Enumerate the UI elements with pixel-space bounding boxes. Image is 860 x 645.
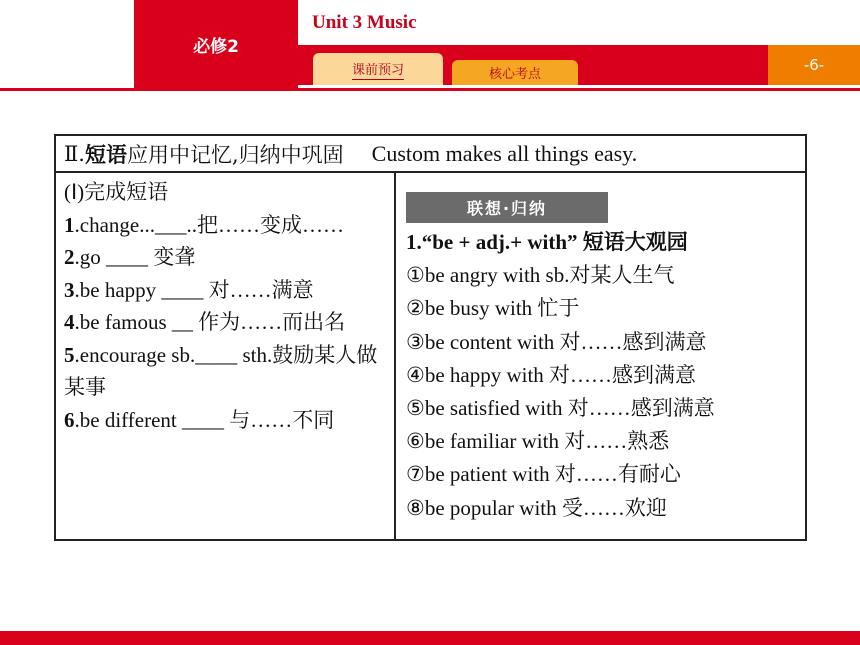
header-divider [0, 88, 860, 91]
right-column [406, 226, 801, 525]
phrase-example: ⑥be familiar with 对……熟悉 [406, 429, 670, 454]
table-header-title: 应用中记忆,归纳中巩固 [126, 142, 344, 167]
book-label-text: 必修2 [193, 36, 239, 57]
phrase-item: 4.be famous __ 作为……而出名 [64, 310, 346, 334]
phrase-item: 2.go ____ 变聋 [64, 245, 196, 269]
summary-badge: 联想·归纳 [406, 192, 608, 223]
table-header [56, 136, 805, 173]
left-column [64, 176, 386, 436]
phrase-item: 6.be different ____ 与……不同 [64, 407, 335, 432]
phrase-example: ②be busy with 忙于 [406, 296, 580, 321]
footer-bar [0, 631, 860, 645]
table-header-motto: Custom makes all things easy. [371, 140, 638, 166]
phrase-table [54, 134, 807, 541]
phrase-example: ③be content with 对……感到满意 [406, 329, 707, 354]
tab-preview-label: 课前预习 [352, 59, 404, 80]
unit-title: Unit 3 Music [312, 12, 417, 33]
tab-preview[interactable] [313, 53, 443, 85]
right-heading: 1.“be + adj.+ with” 短语大观园 [406, 230, 688, 254]
phrase-item: 3.be happy ____ 对……满意 [64, 277, 314, 302]
phrase-example: ①be angry with sb.对某人生气 [406, 263, 675, 288]
table-header-prefix: Ⅱ. [64, 141, 85, 166]
phrase-item: 1.change...___..把……变成…… [64, 212, 344, 237]
book-label [134, 0, 298, 88]
tab-key-points[interactable] [452, 60, 578, 85]
page-number: -6- [768, 45, 860, 85]
table-header-bold: 短语 [84, 141, 127, 167]
phrase-example: ⑦be patient with 对……有耐心 [406, 462, 681, 487]
phrase-example: ④be happy with 对……感到满意 [406, 362, 697, 387]
phrase-item: 5.encourage sb.____ sth.鼓励某人做某事 [64, 342, 378, 399]
tab-key-points-label: 核心考点 [488, 67, 541, 82]
phrase-example: ⑧be popular with 受……欢迎 [406, 495, 667, 520]
column-divider [394, 173, 396, 541]
left-section-title: (Ⅰ)完成短语 [64, 180, 169, 204]
phrase-example: ⑤be satisfied with 对……感到满意 [406, 396, 715, 421]
